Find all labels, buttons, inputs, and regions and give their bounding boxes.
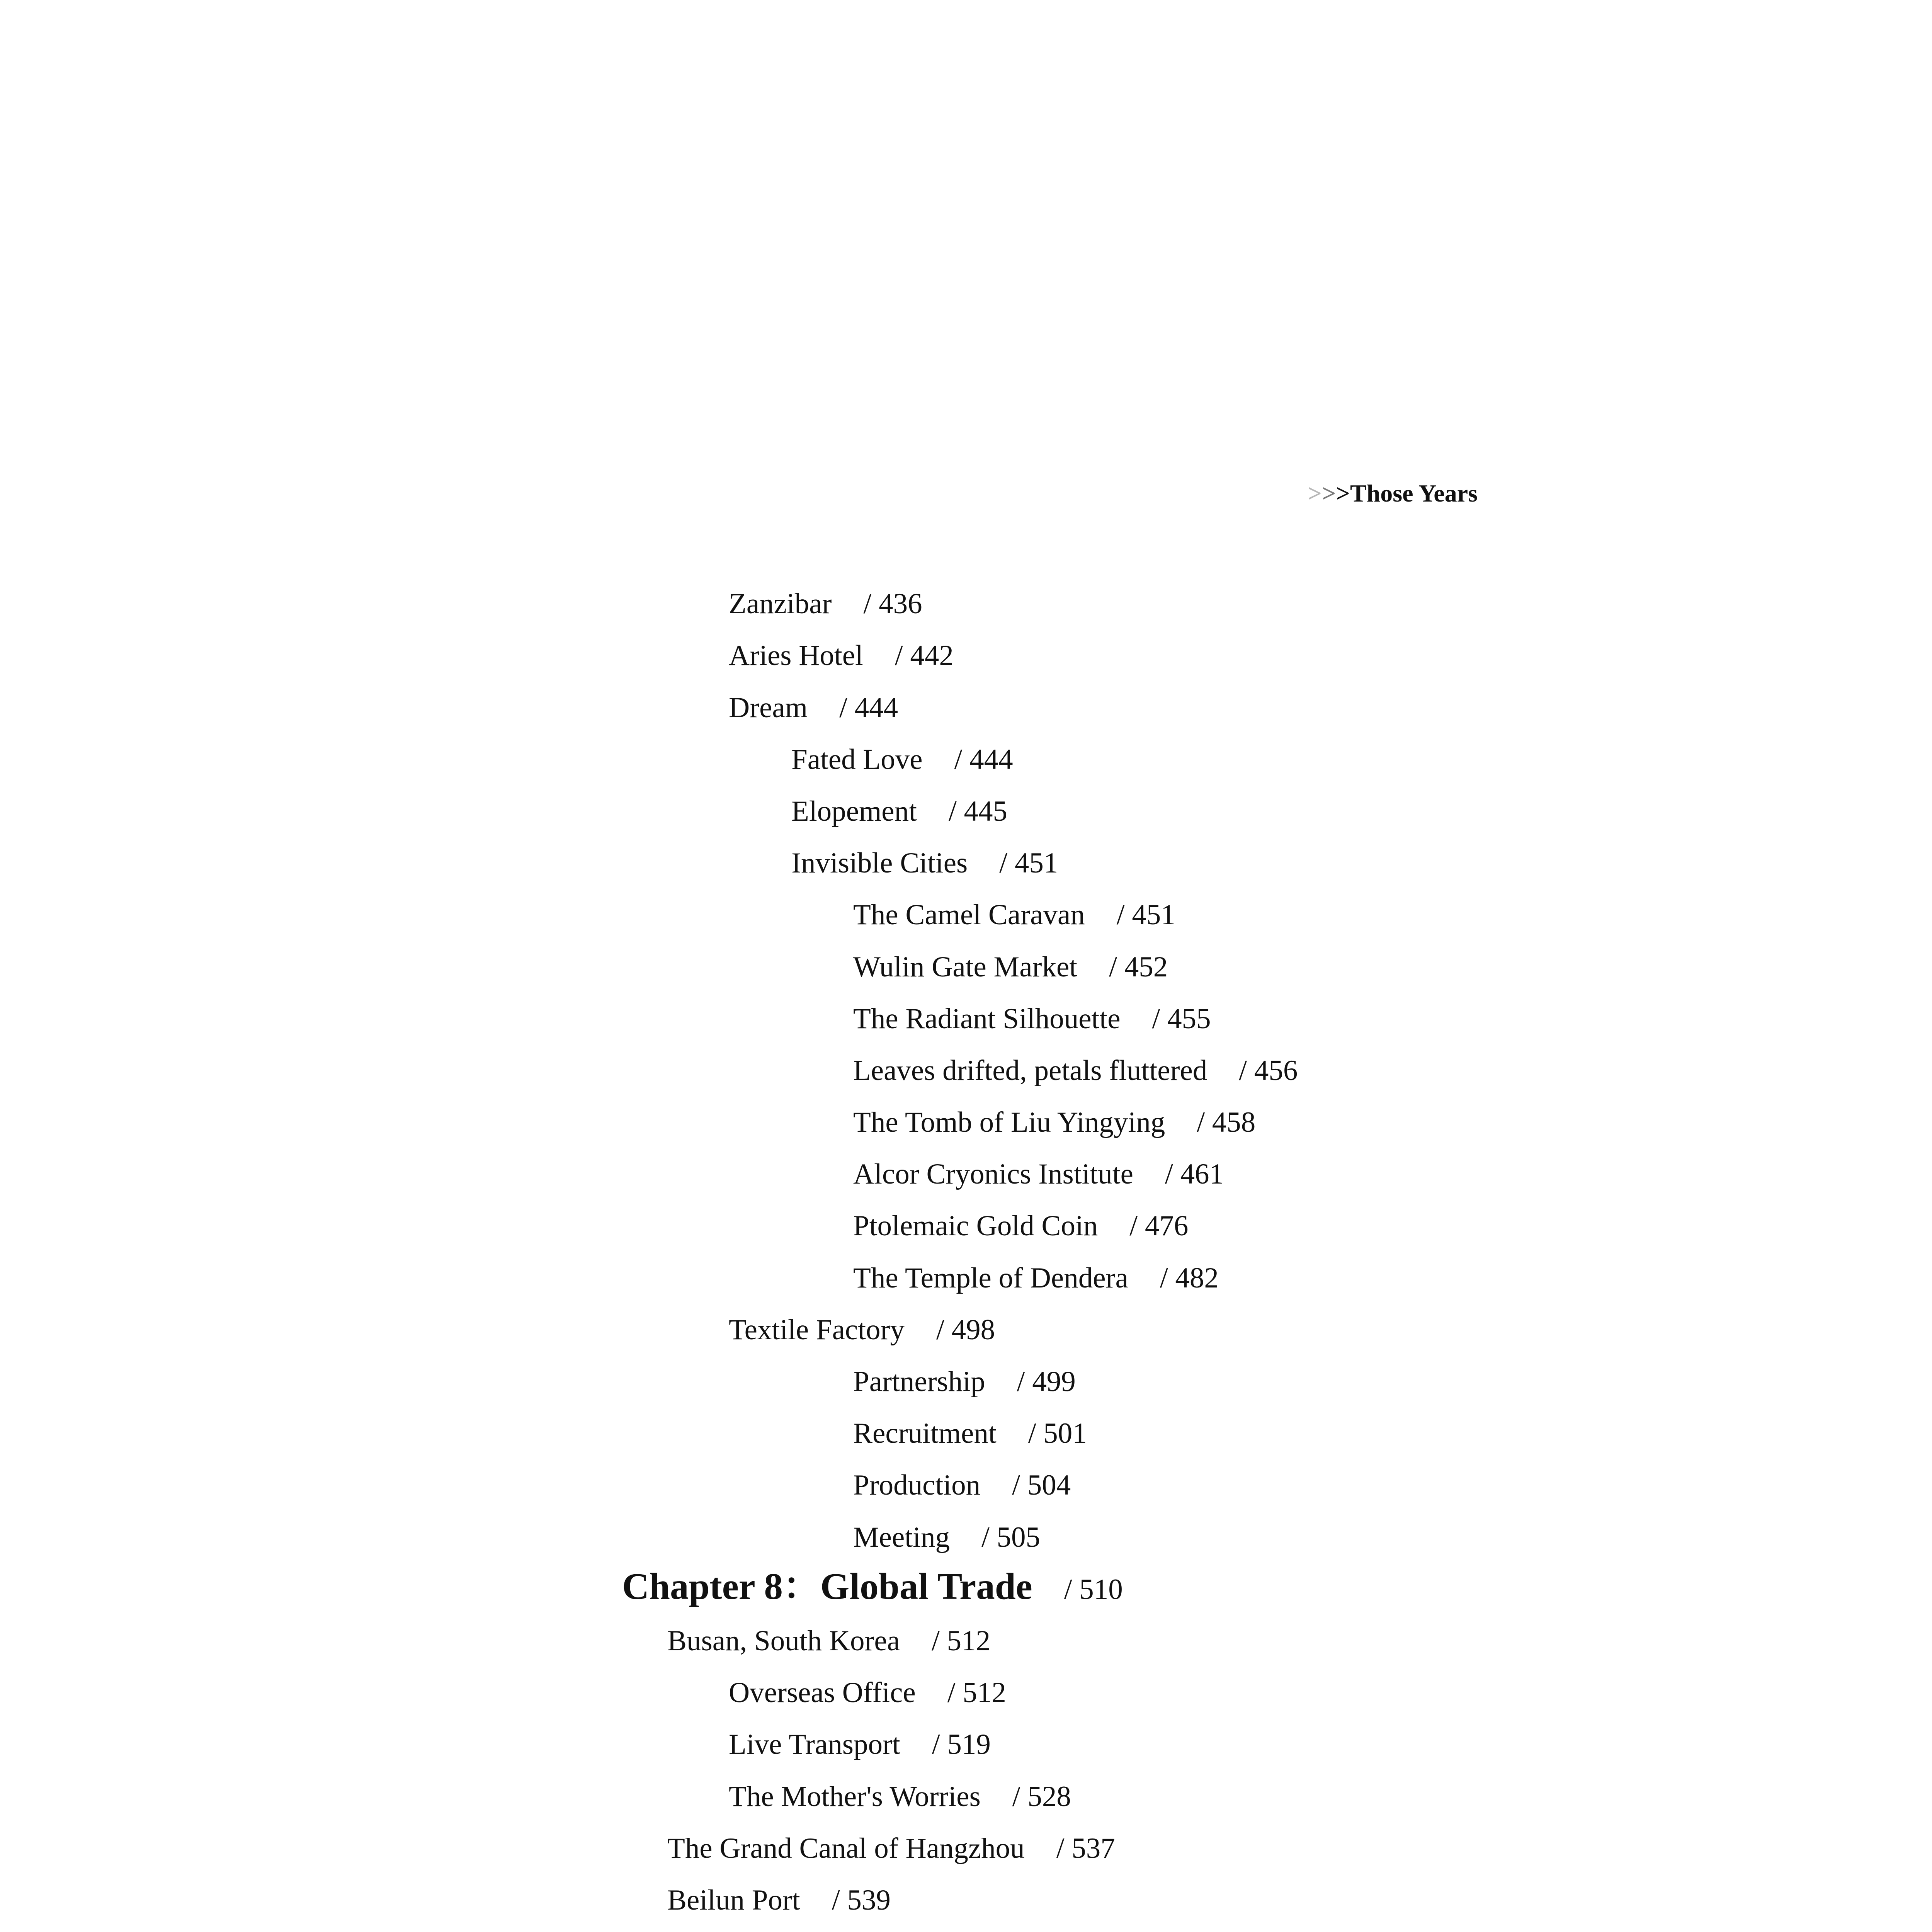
toc-entry [0,782,1932,834]
toc-entry-line [667,1834,1115,1863]
chapter-title: Chapter 8：Global Trade [622,1565,1032,1607]
toc-page-number: / 476 [1129,1210,1189,1242]
header-arrow-icon: > [1322,480,1336,507]
toc-entry [0,1508,1932,1560]
toc-page-number: / 528 [1012,1780,1071,1813]
toc-entry-line [853,900,1175,929]
toc-page-number: / 436 [863,588,922,620]
toc-entry [0,1197,1932,1249]
toc-entry-title: The Radiant Silhouette [853,1002,1121,1035]
toc-entry-title: Live Transport [729,1728,900,1761]
toc-entry-title: Leaves drifted, petals fluttered [853,1054,1208,1087]
toc-entry-title: Wulin Gate Market [853,951,1078,983]
toc-entry-title: Meeting [853,1521,950,1553]
toc-entry-title: Ptolemaic Gold Coin [853,1210,1098,1242]
toc-entry [0,938,1932,990]
toc-page-number: / 539 [832,1884,891,1916]
toc-entry [0,731,1932,782]
toc-entry-title: Beilun Port [667,1884,800,1916]
toc-page-number: / 505 [981,1521,1041,1553]
toc-entry-title: The Temple of Dendera [853,1262,1128,1294]
toc-entry-title: Elopement [791,795,917,827]
toc-entry [0,1405,1932,1456]
toc-page-number: / 512 [932,1624,991,1657]
toc-entry-title: Recruitment [853,1417,997,1450]
toc-page-number: / 456 [1239,1054,1298,1087]
toc-entry-title: Zanzibar [729,588,832,620]
toc-entry-line [853,1056,1298,1085]
toc-entry-line [791,745,1013,774]
toc-entry-line [729,693,898,722]
toc-entry-line [853,1419,1087,1448]
toc-entry-line [853,1367,1076,1396]
toc-entry [0,1301,1932,1353]
book-title: Those Years [1350,480,1478,507]
toc-entry [0,1923,1932,1932]
toc-page-number: / 451 [999,847,1058,879]
toc-entry-line [853,1211,1188,1240]
toc-page-number: / 444 [839,691,898,724]
toc-page-number: / 519 [932,1728,991,1761]
toc-entry [0,1767,1932,1819]
toc-entry [0,1871,1932,1923]
toc-page-number: / 537 [1056,1832,1115,1864]
toc-entry-line [667,1626,990,1655]
toc-entry [0,1612,1932,1664]
toc-entry-line [729,641,954,670]
toc-entry [0,1664,1932,1716]
running-header [1308,481,1478,506]
toc-entry [0,1716,1932,1767]
toc-entry [0,679,1932,730]
toc-page-number: / 498 [936,1313,995,1346]
header-arrow-icon: > [1336,480,1350,507]
toc-entry [0,1145,1932,1197]
toc-page-number: / 482 [1160,1262,1219,1294]
toc-entry [0,1094,1932,1145]
toc-page-number: / 504 [1012,1469,1071,1502]
header-arrow-icon: > [1308,480,1322,507]
toc-entry-line [729,1678,1006,1707]
toc-entry-line [667,1886,891,1915]
toc-entry-line [791,797,1007,826]
toc-entry-line [853,1160,1224,1189]
toc-entry [0,886,1932,938]
toc-entry-title: Invisible Cities [791,847,968,879]
toc-entry [0,1042,1932,1094]
toc-entry-title: The Tomb of Liu Yingying [853,1106,1165,1139]
toc-entry [0,1249,1932,1301]
toc-entry-title: Fated Love [791,743,923,776]
toc-entry-title: Production [853,1469,981,1502]
toc-page-number: / 442 [895,639,954,672]
toc-entry-line [729,1730,991,1759]
toc-entry-title: The Grand Canal of Hangzhou [667,1832,1025,1864]
toc-entry-line [853,952,1168,981]
toc-entry [0,1820,1932,1871]
table-of-contents [0,575,1932,1932]
toc-entry-title: Aries Hotel [729,639,863,672]
toc-entry-line [622,1565,1123,1607]
toc-entry-title: Overseas Office [729,1677,916,1709]
toc-entry-line [729,1315,995,1344]
toc-entry [0,990,1932,1042]
toc-entry-title: The Camel Caravan [853,899,1085,931]
toc-entry [0,1456,1932,1508]
toc-entry-line [853,1108,1255,1137]
toc-page-number: / 510 [1064,1573,1123,1605]
toc-chapter-entry [0,1560,1932,1612]
toc-entry-title: Busan, South Korea [667,1624,900,1657]
toc-entry-line [853,1004,1211,1033]
toc-entry-line [729,1782,1071,1811]
toc-entry [0,1353,1932,1405]
toc-page-number: / 445 [948,795,1007,827]
toc-page-number: / 461 [1165,1158,1224,1190]
toc-page-number: / 455 [1152,1002,1211,1035]
toc-entry-title: The Mother's Worries [729,1780,981,1813]
toc-entry [0,575,1932,627]
toc-entry-line [853,1264,1219,1293]
toc-entry-line [729,589,922,618]
toc-page-number: / 512 [947,1677,1006,1709]
toc-entry-line [853,1523,1040,1552]
toc-page-number: / 451 [1116,899,1175,931]
toc-entry-title: Partnership [853,1366,985,1398]
toc-page-number: / 499 [1017,1366,1076,1398]
toc-entry [0,834,1932,886]
toc-entry-title: Dream [729,691,808,724]
toc-entry-line [853,1471,1071,1500]
toc-entry-title: Alcor Cryonics Institute [853,1158,1133,1190]
toc-entry [0,627,1932,679]
toc-page-number: / 458 [1197,1106,1256,1139]
toc-page-number: / 444 [954,743,1013,776]
toc-entry-title: Textile Factory [729,1313,905,1346]
toc-entry-line [791,849,1058,878]
toc-page-number: / 501 [1028,1417,1087,1450]
toc-page-number: / 452 [1109,951,1168,983]
